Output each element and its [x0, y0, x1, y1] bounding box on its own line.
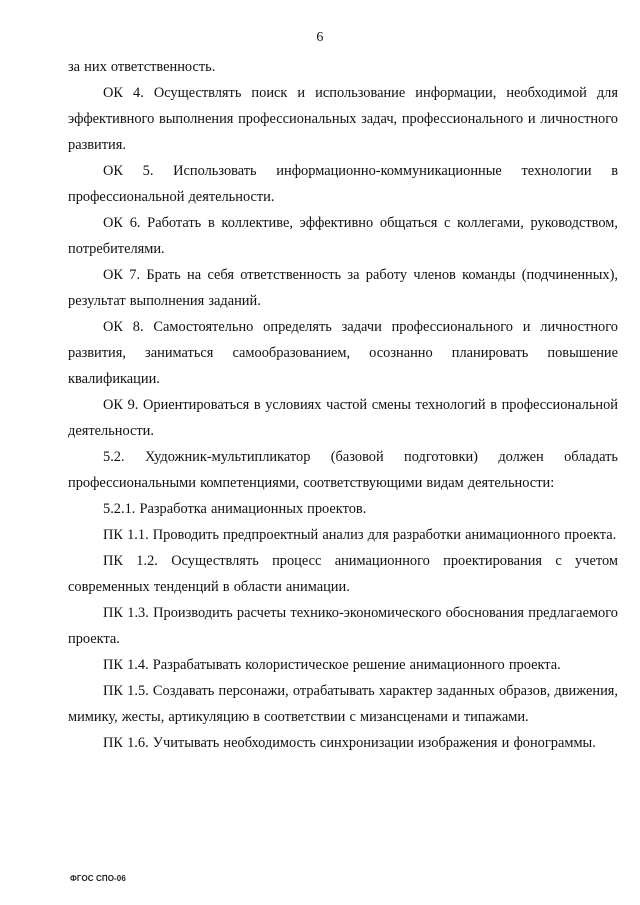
- paragraph-pk1-4: ПК 1.4. Разрабатывать колористическое решение анимационного проекта.: [103, 657, 561, 673]
- document-body: [68, 54, 618, 756]
- paragraph-ok6: ОК 6. Работать в коллективе, эффективно общаться с коллегами, руководством, потребителями.: [68, 215, 618, 257]
- footer-label: ФГОС СПО-06: [70, 874, 126, 883]
- paragraph-5-2: 5.2. Художник-мультипликатор (базовой подготовки) должен обладать профессиональными компетенциями, соответствующими видам деятельности:: [68, 449, 618, 491]
- paragraph-pk1-2: ПК 1.2. Осуществлять процесс анимационного проектирования с учетом современных тенденций в области анимации.: [68, 553, 618, 595]
- paragraph-ok5: ОК 5. Использовать информационно-коммуникационные технологии в профессиональной деятельности.: [68, 163, 618, 205]
- paragraph-5-2-1: 5.2.1. Разработка анимационных проектов.: [103, 501, 367, 517]
- paragraph-continuation: за них ответственность.: [68, 59, 216, 75]
- paragraph-ok9: ОК 9. Ориентироваться в условиях частой смены технологий в профессиональной деятельности.: [68, 397, 618, 439]
- paragraph-pk1-5: ПК 1.5. Создавать персонажи, отрабатывать характер заданных образов, движения, мимику, жесты, артикуляцию в соответствии с мизансценами и типажами.: [68, 683, 618, 725]
- paragraph-ok8: ОК 8. Самостоятельно определять задачи профессионального и личностного развития, заниматься самообразованием, осознанно планировать повышение квалификации.: [68, 319, 618, 387]
- paragraph-ok4: ОК 4. Осуществлять поиск и использование информации, необходимой для эффективного выполнения профессиональных задач, профессионального и личностного развития.: [68, 85, 618, 153]
- page-number: 6: [316, 30, 324, 45]
- paragraph-pk1-3: ПК 1.3. Производить расчеты технико-экономического обоснования предлагаемого проекта.: [68, 605, 618, 647]
- paragraph-pk1-6: ПК 1.6. Учитывать необходимость синхронизации изображения и фонограммы.: [103, 735, 596, 751]
- paragraph-pk1-1: ПК 1.1. Проводить предпроектный анализ для разработки анимационного проекта.: [103, 527, 617, 543]
- paragraph-ok7: ОК 7. Брать на себя ответственность за работу членов команды (подчиненных), результат выполнения заданий.: [68, 267, 618, 309]
